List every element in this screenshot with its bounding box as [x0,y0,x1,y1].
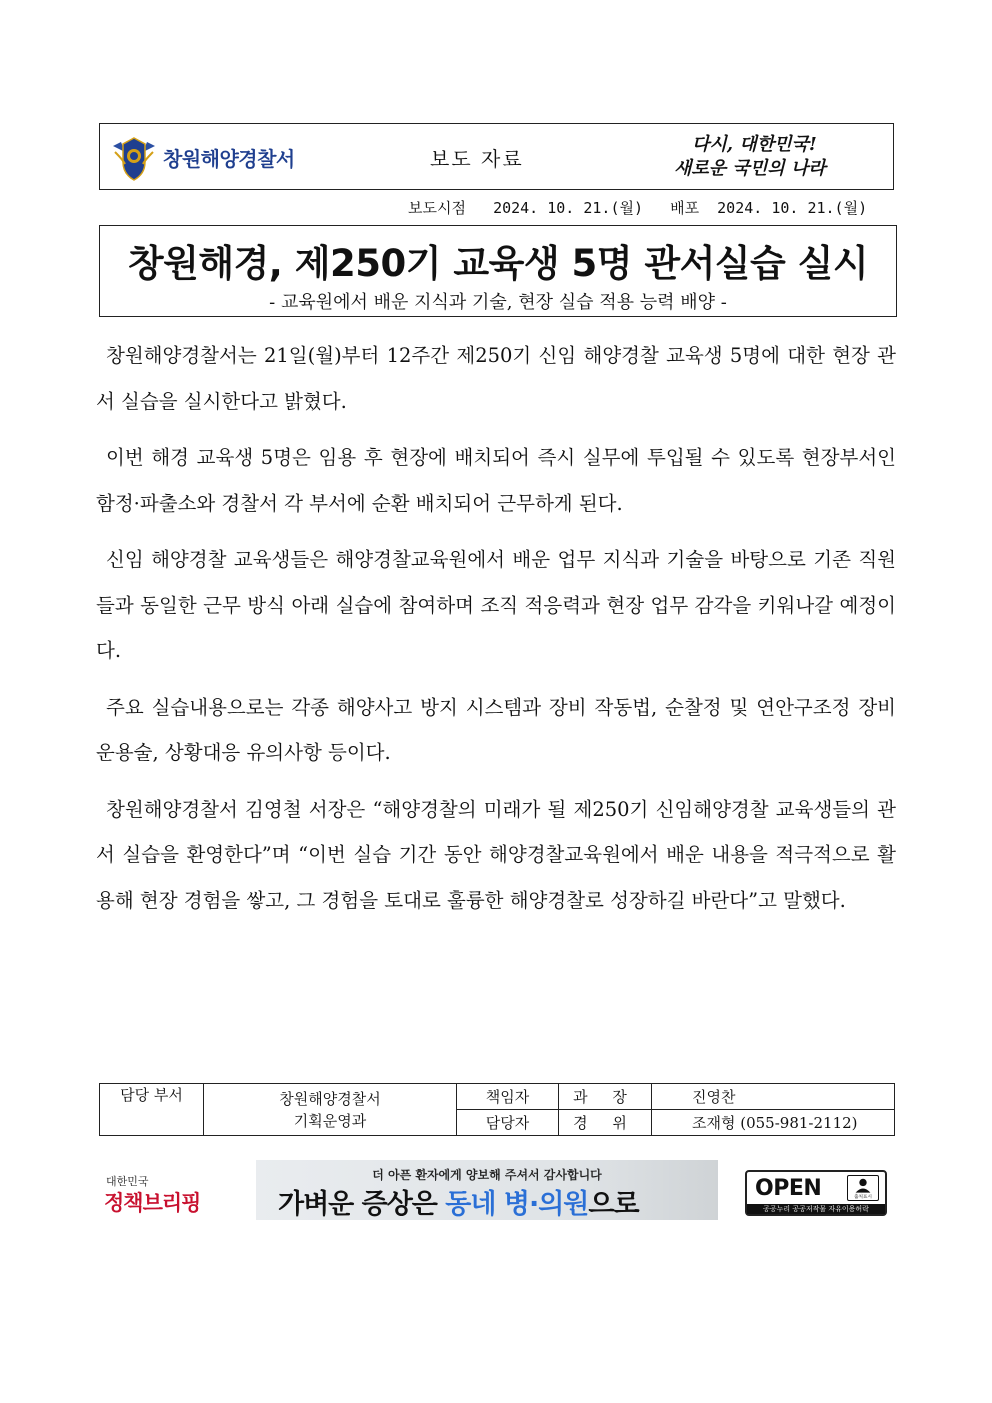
main-title: 창원해경, 제250기 교육생 5명 관서실습 실시 [127,242,869,285]
distribution-date: 2024. 10. 21.(월) [717,199,868,217]
briefing-logo: 정책브리핑 [104,1191,201,1215]
open-text: OPEN [755,1176,822,1201]
slogan-line2: 새로운 국민의 나라 [674,158,826,179]
name-cell: 진영찬 [652,1084,895,1110]
paragraph: 신임 해양경찰 교육생들은 해양경찰교육원에서 배운 업무 지식과 기술을 바탕으로 기존 직원들과 동일한 근무 방식 아래 실습에 참여하며 조직 적응력과 현장 업무 감각을 키워나갈 예정이다. [96,548,896,662]
contact-table [99,1083,895,1136]
dept-org-cell [204,1084,457,1136]
sub-title: - 교육원에서 배운 지식과 기술, 현장 실습 적용 능력 배양 - [269,292,727,313]
banner-top-text: 더 아픈 환자에게 양보해 주셔서 감사합니다 [372,1168,602,1182]
banner-main-text [278,1182,639,1220]
report-time-label: 보도시점 [408,199,466,217]
dept-unit: 기획운영과 [293,1111,367,1130]
dept-label: 담당 부서 [120,1086,183,1104]
dept-org: 창원해양경찰서 [279,1089,381,1108]
banner-text-highlight: 동네 병·의원 [445,1189,589,1220]
name-cell: 조재형 (055-981-2112) [652,1110,895,1136]
slogan-line1: 다시, 대한민국! [692,134,817,155]
report-date: 2024. 10. 21.(월) [493,199,644,217]
dept-label-cell [100,1084,204,1136]
campaign-banner [256,1160,718,1220]
open-license-badge [745,1170,887,1216]
attribution-label: 출처표시 [854,1195,872,1201]
coast-guard-emblem-icon [111,134,157,182]
attribution-person-icon [847,1175,879,1201]
briefing-logo-small: 대한민국 [106,1175,149,1188]
distribution-label: 배포 [670,199,700,217]
paragraph: 창원해양경찰서는 21일(월)부터 12주간 제250기 신임 해양경찰 교육생 5명에 대한 현장 관서 실습을 실시한다고 밝혔다. [96,344,896,413]
open-sub-text: 공공누리 공공저작물 자유이용허락 [747,1204,885,1214]
press-release-label: 보도 자료 [430,147,524,171]
role-cell: 책임자 [457,1084,559,1110]
date-line [408,197,867,218]
banner-text-a: 가벼운 증상은 [278,1189,446,1220]
paragraph: 주요 실습내용으로는 각종 해양사고 방지 시스템과 장비 작동법, 순찰정 및 연안구조정 장비 운용술, 상황대응 유의사항 등이다. [96,695,896,764]
position-cell: 경 위 [559,1110,652,1136]
article-body [96,333,896,934]
table-row [100,1084,895,1110]
paragraph: 이번 해경 교육생 5명은 임용 후 현장에 배치되어 즉시 실무에 투입될 수 있도록 현장부서인 함정·파출소와 경찰서 각 부서에 순환 배치되어 근무하게 된다. [96,446,896,515]
role-cell: 담당자 [457,1110,559,1136]
paragraph: 창원해양경찰서 김영철 서장은 “해양경찰의 미래가 될 제250기 신임해양경찰 교육생들의 관서 실습을 환영한다”며 “이번 실습 기간 동안 해양경찰교육원에서 배운 내용을 적극적으로 활용해 현장 경험을 쌓고, 그 경험을 토대로 훌륭한 해양경찰로 성장하길 바란다”고 말했다. [96,797,896,912]
position-cell: 과 장 [559,1084,652,1110]
slogan-calligraphy [670,130,870,182]
banner-text-c: 으로 [588,1189,639,1220]
org-name: 창원해양경찰서 [163,147,295,171]
